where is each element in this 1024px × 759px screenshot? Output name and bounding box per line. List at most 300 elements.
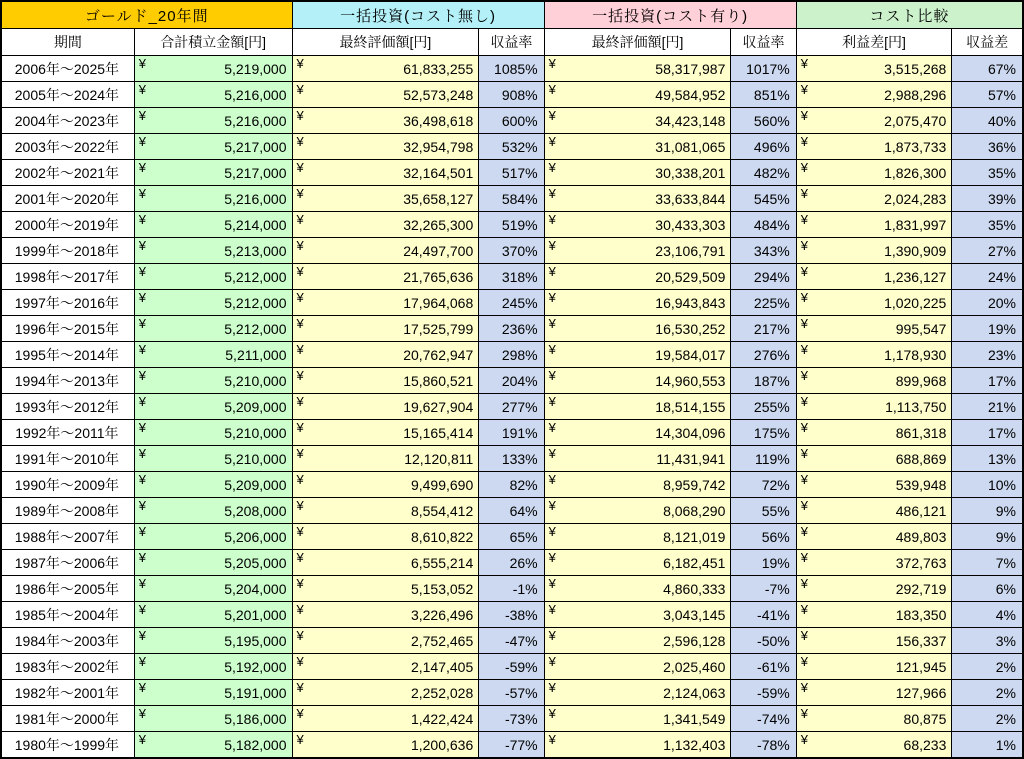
cell-final-value-no-cost bbox=[292, 186, 479, 212]
cell-return-rate-with-cost: -59% bbox=[731, 680, 796, 706]
cell-total-contribution-value: 5,210,000 bbox=[224, 372, 287, 389]
cell-total-contribution bbox=[134, 420, 292, 446]
cell-return-difference: 20% bbox=[952, 290, 1023, 316]
yen-symbol: ¥ bbox=[548, 498, 556, 513]
cell-final-value-no-cost bbox=[292, 550, 479, 576]
cell-final-value-with-cost bbox=[544, 264, 731, 290]
cell-period: 1991年〜2010年 bbox=[2, 446, 135, 472]
yen-symbol: ¥ bbox=[138, 212, 147, 227]
table-row bbox=[2, 212, 1023, 238]
cell-return-rate-with-cost: 484% bbox=[731, 212, 796, 238]
cell-total-contribution-value: 5,212,000 bbox=[224, 294, 287, 311]
yen-symbol: ¥ bbox=[800, 706, 808, 721]
cell-final-value-no-cost-value: 19,627,904 bbox=[403, 398, 474, 415]
cell-final-value-with-cost bbox=[544, 108, 731, 134]
column-header-return-rate-no-cost: 収益率 bbox=[479, 29, 544, 56]
cell-profit-difference bbox=[796, 238, 952, 264]
cell-profit-difference-value: 1,873,733 bbox=[884, 138, 947, 155]
cell-total-contribution-value: 5,214,000 bbox=[224, 216, 287, 233]
yen-symbol: ¥ bbox=[548, 368, 556, 383]
cell-final-value-with-cost-value: 4,860,333 bbox=[663, 580, 726, 597]
yen-symbol: ¥ bbox=[138, 290, 147, 305]
cell-return-rate-no-cost: 532% bbox=[479, 134, 544, 160]
cell-total-contribution-value: 5,209,000 bbox=[224, 398, 287, 415]
cell-profit-difference-value: 3,515,268 bbox=[884, 60, 947, 77]
cell-total-contribution bbox=[134, 446, 292, 472]
cell-profit-difference bbox=[796, 264, 952, 290]
cell-return-difference: 7% bbox=[952, 550, 1023, 576]
cell-total-contribution bbox=[134, 264, 292, 290]
cell-return-difference: 24% bbox=[952, 264, 1023, 290]
cell-profit-difference-value: 995,547 bbox=[895, 320, 947, 337]
cell-final-value-no-cost-value: 6,555,214 bbox=[410, 554, 474, 571]
yen-symbol: ¥ bbox=[296, 654, 304, 669]
cell-final-value-no-cost bbox=[292, 680, 479, 706]
cell-total-contribution-value: 5,216,000 bbox=[224, 112, 287, 129]
cell-total-contribution-value: 5,212,000 bbox=[224, 320, 287, 337]
cell-profit-difference bbox=[796, 56, 952, 82]
cell-total-contribution-value: 5,209,000 bbox=[224, 476, 287, 493]
column-header-total-contribution: 合計積立金額[円] bbox=[134, 29, 292, 56]
cell-return-difference: 35% bbox=[952, 160, 1023, 186]
yen-symbol: ¥ bbox=[138, 342, 147, 357]
cell-return-difference: 2% bbox=[952, 680, 1023, 706]
yen-symbol: ¥ bbox=[800, 108, 808, 123]
yen-symbol: ¥ bbox=[800, 654, 808, 669]
cell-profit-difference bbox=[796, 160, 952, 186]
cell-return-rate-no-cost: 908% bbox=[479, 82, 544, 108]
yen-symbol: ¥ bbox=[296, 134, 304, 149]
yen-symbol: ¥ bbox=[296, 394, 304, 409]
yen-symbol: ¥ bbox=[548, 576, 556, 591]
cell-return-difference: 57% bbox=[952, 82, 1023, 108]
cell-return-rate-with-cost: 294% bbox=[731, 264, 796, 290]
cell-return-rate-no-cost: 65% bbox=[479, 524, 544, 550]
yen-symbol: ¥ bbox=[138, 420, 147, 435]
table-row bbox=[2, 108, 1023, 134]
table-row bbox=[2, 160, 1023, 186]
yen-symbol: ¥ bbox=[138, 186, 147, 201]
cell-total-contribution bbox=[134, 654, 292, 680]
cell-total-contribution-value: 5,192,000 bbox=[224, 658, 287, 675]
cell-final-value-with-cost-value: 14,304,096 bbox=[655, 424, 726, 441]
cell-final-value-with-cost bbox=[544, 394, 731, 420]
yen-symbol: ¥ bbox=[800, 368, 808, 383]
cell-period: 1997年〜2016年 bbox=[2, 290, 135, 316]
cell-final-value-with-cost bbox=[544, 290, 731, 316]
table-row bbox=[2, 290, 1023, 316]
cell-final-value-no-cost bbox=[292, 706, 479, 732]
yen-symbol: ¥ bbox=[548, 420, 556, 435]
cell-return-rate-with-cost: 217% bbox=[731, 316, 796, 342]
cell-final-value-no-cost-value: 15,860,521 bbox=[403, 372, 474, 389]
cell-return-rate-with-cost: -61% bbox=[731, 654, 796, 680]
table-row bbox=[2, 498, 1023, 524]
cell-period: 2006年〜2025年 bbox=[2, 56, 135, 82]
cell-return-rate-no-cost: -59% bbox=[479, 654, 544, 680]
cell-final-value-with-cost-value: 20,529,509 bbox=[655, 268, 726, 285]
cell-final-value-no-cost-value: 2,752,465 bbox=[410, 632, 474, 649]
cell-return-difference: 17% bbox=[952, 368, 1023, 394]
cell-return-rate-no-cost: 600% bbox=[479, 108, 544, 134]
cell-profit-difference bbox=[796, 368, 952, 394]
cell-return-difference: 1% bbox=[952, 732, 1023, 758]
cell-return-difference: 27% bbox=[952, 238, 1023, 264]
cell-profit-difference bbox=[796, 550, 952, 576]
cell-final-value-no-cost-value: 32,954,798 bbox=[403, 138, 474, 155]
table-row bbox=[2, 82, 1023, 108]
yen-symbol: ¥ bbox=[800, 394, 808, 409]
cell-final-value-no-cost bbox=[292, 628, 479, 654]
cell-final-value-with-cost-value: 58,317,987 bbox=[655, 60, 726, 77]
cell-profit-difference bbox=[796, 108, 952, 134]
yen-symbol: ¥ bbox=[800, 628, 808, 643]
cell-final-value-with-cost-value: 30,433,303 bbox=[655, 216, 726, 233]
cell-profit-difference-value: 1,390,909 bbox=[884, 242, 947, 259]
table-row bbox=[2, 316, 1023, 342]
cell-final-value-with-cost-value: 18,514,155 bbox=[655, 398, 726, 415]
cell-return-difference: 3% bbox=[952, 628, 1023, 654]
cell-final-value-with-cost bbox=[544, 212, 731, 238]
cell-final-value-with-cost-value: 1,132,403 bbox=[663, 736, 726, 753]
yen-symbol: ¥ bbox=[138, 576, 147, 591]
cell-return-difference: 39% bbox=[952, 186, 1023, 212]
table-row bbox=[2, 576, 1023, 602]
yen-symbol: ¥ bbox=[800, 576, 808, 591]
cell-profit-difference-value: 1,831,997 bbox=[884, 216, 947, 233]
cell-profit-difference-value: 127,966 bbox=[895, 684, 947, 701]
cell-final-value-no-cost-value: 9,499,690 bbox=[410, 476, 474, 493]
cell-total-contribution bbox=[134, 394, 292, 420]
cell-final-value-no-cost-value: 24,497,700 bbox=[403, 242, 474, 259]
cell-final-value-with-cost bbox=[544, 316, 731, 342]
cell-return-rate-with-cost: -78% bbox=[731, 732, 796, 758]
cell-return-rate-with-cost: 1017% bbox=[731, 56, 796, 82]
table-row bbox=[2, 472, 1023, 498]
cell-period: 2000年〜2019年 bbox=[2, 212, 135, 238]
cell-return-rate-with-cost: 482% bbox=[731, 160, 796, 186]
yen-symbol: ¥ bbox=[296, 732, 304, 747]
cell-return-rate-no-cost: 64% bbox=[479, 498, 544, 524]
yen-symbol: ¥ bbox=[800, 82, 808, 97]
yen-symbol: ¥ bbox=[548, 446, 556, 461]
cell-return-rate-no-cost: 1085% bbox=[479, 56, 544, 82]
cell-final-value-with-cost bbox=[544, 134, 731, 160]
group-header-gold: ゴールド_20年間 bbox=[2, 2, 293, 29]
yen-symbol: ¥ bbox=[800, 472, 808, 487]
yen-symbol: ¥ bbox=[296, 160, 304, 175]
cell-final-value-with-cost-value: 33,633,844 bbox=[655, 190, 726, 207]
cell-period: 1983年〜2002年 bbox=[2, 654, 135, 680]
yen-symbol: ¥ bbox=[138, 498, 147, 513]
yen-symbol: ¥ bbox=[548, 654, 556, 669]
cell-final-value-no-cost-value: 15,165,414 bbox=[403, 424, 474, 441]
cell-period: 1995年〜2014年 bbox=[2, 342, 135, 368]
cell-return-rate-with-cost: 187% bbox=[731, 368, 796, 394]
cell-profit-difference bbox=[796, 654, 952, 680]
cell-final-value-no-cost bbox=[292, 732, 479, 758]
cell-profit-difference-value: 372,763 bbox=[895, 554, 947, 571]
yen-symbol: ¥ bbox=[548, 134, 556, 149]
yen-symbol: ¥ bbox=[296, 420, 304, 435]
cell-return-difference: 2% bbox=[952, 654, 1023, 680]
cell-return-rate-no-cost: -38% bbox=[479, 602, 544, 628]
cell-profit-difference bbox=[796, 446, 952, 472]
cell-return-difference: 6% bbox=[952, 576, 1023, 602]
yen-symbol: ¥ bbox=[548, 82, 556, 97]
cell-return-difference: 35% bbox=[952, 212, 1023, 238]
cell-total-contribution-value: 5,216,000 bbox=[224, 86, 287, 103]
cell-period: 1998年〜2017年 bbox=[2, 264, 135, 290]
cell-final-value-no-cost-value: 2,147,405 bbox=[410, 658, 474, 675]
cell-profit-difference-value: 80,875 bbox=[903, 710, 947, 727]
yen-symbol: ¥ bbox=[296, 342, 304, 357]
cell-final-value-with-cost-value: 16,943,843 bbox=[655, 294, 726, 311]
yen-symbol: ¥ bbox=[138, 602, 147, 617]
yen-symbol: ¥ bbox=[138, 316, 147, 331]
yen-symbol: ¥ bbox=[296, 108, 304, 123]
yen-symbol: ¥ bbox=[548, 290, 556, 305]
yen-symbol: ¥ bbox=[296, 498, 304, 513]
cell-profit-difference bbox=[796, 524, 952, 550]
yen-symbol: ¥ bbox=[548, 108, 556, 123]
cell-final-value-with-cost bbox=[544, 238, 731, 264]
cell-profit-difference-value: 486,121 bbox=[895, 502, 947, 519]
cell-profit-difference bbox=[796, 212, 952, 238]
cell-return-rate-with-cost: 851% bbox=[731, 82, 796, 108]
yen-symbol: ¥ bbox=[800, 420, 808, 435]
yen-symbol: ¥ bbox=[548, 628, 556, 643]
cell-total-contribution bbox=[134, 550, 292, 576]
cell-total-contribution bbox=[134, 82, 292, 108]
cell-total-contribution-value: 5,212,000 bbox=[224, 268, 287, 285]
cell-profit-difference bbox=[796, 576, 952, 602]
column-header-return-difference: 収益差 bbox=[952, 29, 1023, 56]
yen-symbol: ¥ bbox=[296, 186, 304, 201]
cell-return-rate-no-cost: 191% bbox=[479, 420, 544, 446]
cell-final-value-no-cost bbox=[292, 290, 479, 316]
cell-return-difference: 9% bbox=[952, 524, 1023, 550]
yen-symbol: ¥ bbox=[138, 628, 147, 643]
group-header-lump-sum-with-cost: 一括投資(コスト有り) bbox=[544, 2, 796, 29]
yen-symbol: ¥ bbox=[296, 264, 304, 279]
cell-final-value-with-cost bbox=[544, 82, 731, 108]
table-row bbox=[2, 342, 1023, 368]
yen-symbol: ¥ bbox=[138, 550, 147, 565]
cell-profit-difference-value: 1,826,300 bbox=[884, 164, 947, 181]
cell-final-value-no-cost bbox=[292, 264, 479, 290]
cell-final-value-with-cost bbox=[544, 654, 731, 680]
cell-profit-difference bbox=[796, 342, 952, 368]
yen-symbol: ¥ bbox=[296, 550, 304, 565]
yen-symbol: ¥ bbox=[800, 524, 808, 539]
cell-return-rate-no-cost: 245% bbox=[479, 290, 544, 316]
cell-final-value-no-cost bbox=[292, 654, 479, 680]
cell-profit-difference bbox=[796, 82, 952, 108]
cell-total-contribution bbox=[134, 576, 292, 602]
yen-symbol: ¥ bbox=[138, 82, 147, 97]
table-row bbox=[2, 628, 1023, 654]
cell-final-value-no-cost-value: 5,153,052 bbox=[410, 580, 474, 597]
cell-final-value-no-cost bbox=[292, 446, 479, 472]
yen-symbol: ¥ bbox=[548, 524, 556, 539]
cell-profit-difference-value: 688,869 bbox=[895, 450, 947, 467]
cell-final-value-with-cost-value: 6,182,451 bbox=[663, 554, 726, 571]
yen-symbol: ¥ bbox=[800, 316, 808, 331]
cell-return-rate-no-cost: 584% bbox=[479, 186, 544, 212]
cell-total-contribution-value: 5,204,000 bbox=[224, 580, 287, 597]
cell-final-value-no-cost bbox=[292, 576, 479, 602]
cell-period: 2003年〜2022年 bbox=[2, 134, 135, 160]
cell-period: 2002年〜2021年 bbox=[2, 160, 135, 186]
cell-profit-difference-value: 489,803 bbox=[895, 528, 947, 545]
cell-final-value-with-cost-value: 8,959,742 bbox=[663, 476, 726, 493]
cell-final-value-with-cost-value: 14,960,553 bbox=[655, 372, 726, 389]
yen-symbol: ¥ bbox=[296, 82, 304, 97]
cell-return-rate-no-cost: 133% bbox=[479, 446, 544, 472]
cell-final-value-no-cost bbox=[292, 602, 479, 628]
cell-final-value-with-cost bbox=[544, 420, 731, 446]
cell-final-value-with-cost bbox=[544, 680, 731, 706]
yen-symbol: ¥ bbox=[548, 602, 556, 617]
cell-period: 2001年〜2020年 bbox=[2, 186, 135, 212]
cell-return-rate-no-cost: 236% bbox=[479, 316, 544, 342]
table-row bbox=[2, 394, 1023, 420]
yen-symbol: ¥ bbox=[548, 212, 556, 227]
cell-final-value-no-cost bbox=[292, 238, 479, 264]
cell-profit-difference-value: 156,337 bbox=[895, 632, 947, 649]
table-row bbox=[2, 238, 1023, 264]
cell-final-value-with-cost bbox=[544, 186, 731, 212]
cell-final-value-with-cost bbox=[544, 732, 731, 758]
cell-period: 1986年〜2005年 bbox=[2, 576, 135, 602]
cell-period: 2004年〜2023年 bbox=[2, 108, 135, 134]
cell-profit-difference-value: 68,233 bbox=[903, 736, 947, 753]
cell-period: 1989年〜2008年 bbox=[2, 498, 135, 524]
cell-total-contribution-value: 5,210,000 bbox=[224, 424, 287, 441]
cell-final-value-with-cost-value: 23,106,791 bbox=[655, 242, 726, 259]
yen-symbol: ¥ bbox=[296, 472, 304, 487]
yen-symbol: ¥ bbox=[138, 368, 147, 383]
cell-return-difference: 36% bbox=[952, 134, 1023, 160]
cell-total-contribution-value: 5,213,000 bbox=[224, 242, 287, 259]
cell-return-rate-with-cost: 343% bbox=[731, 238, 796, 264]
yen-symbol: ¥ bbox=[138, 472, 147, 487]
yen-symbol: ¥ bbox=[296, 368, 304, 383]
yen-symbol: ¥ bbox=[138, 238, 147, 253]
cell-profit-difference-value: 1,020,225 bbox=[884, 294, 947, 311]
group-header-row bbox=[2, 2, 1023, 29]
cell-final-value-no-cost bbox=[292, 524, 479, 550]
cell-return-rate-with-cost: -7% bbox=[731, 576, 796, 602]
cell-final-value-with-cost bbox=[544, 550, 731, 576]
table-row bbox=[2, 420, 1023, 446]
yen-symbol: ¥ bbox=[548, 342, 556, 357]
cell-return-rate-no-cost: 26% bbox=[479, 550, 544, 576]
cell-final-value-with-cost-value: 49,584,952 bbox=[655, 86, 726, 103]
cell-final-value-no-cost bbox=[292, 108, 479, 134]
yen-symbol: ¥ bbox=[548, 680, 556, 695]
cell-return-rate-no-cost: 370% bbox=[479, 238, 544, 264]
cell-final-value-no-cost-value: 32,164,501 bbox=[403, 164, 474, 181]
yen-symbol: ¥ bbox=[296, 238, 304, 253]
yen-symbol: ¥ bbox=[296, 290, 304, 305]
cell-period: 1981年〜2000年 bbox=[2, 706, 135, 732]
cell-return-rate-no-cost: 277% bbox=[479, 394, 544, 420]
cell-final-value-with-cost bbox=[544, 368, 731, 394]
cell-final-value-no-cost-value: 8,610,822 bbox=[410, 528, 474, 545]
cell-total-contribution bbox=[134, 134, 292, 160]
cell-return-rate-no-cost: 519% bbox=[479, 212, 544, 238]
yen-symbol: ¥ bbox=[296, 212, 304, 227]
cell-return-difference: 4% bbox=[952, 602, 1023, 628]
yen-symbol: ¥ bbox=[800, 342, 808, 357]
cell-final-value-no-cost bbox=[292, 134, 479, 160]
cell-return-difference: 10% bbox=[952, 472, 1023, 498]
table-body bbox=[2, 56, 1023, 758]
yen-symbol: ¥ bbox=[296, 680, 304, 695]
cell-total-contribution bbox=[134, 290, 292, 316]
yen-symbol: ¥ bbox=[548, 186, 556, 201]
cell-return-difference: 23% bbox=[952, 342, 1023, 368]
cell-final-value-no-cost-value: 20,762,947 bbox=[403, 346, 474, 363]
cell-total-contribution-value: 5,216,000 bbox=[224, 190, 287, 207]
yen-symbol: ¥ bbox=[138, 134, 147, 149]
cell-profit-difference-value: 292,719 bbox=[895, 580, 947, 597]
returns-comparison-table bbox=[1, 1, 1023, 758]
cell-total-contribution bbox=[134, 238, 292, 264]
cell-final-value-with-cost bbox=[544, 56, 731, 82]
cell-final-value-with-cost bbox=[544, 628, 731, 654]
table-row bbox=[2, 134, 1023, 160]
cell-profit-difference bbox=[796, 186, 952, 212]
yen-symbol: ¥ bbox=[138, 706, 147, 721]
cell-period: 2005年〜2024年 bbox=[2, 82, 135, 108]
cell-total-contribution bbox=[134, 56, 292, 82]
cell-return-rate-with-cost: -50% bbox=[731, 628, 796, 654]
cell-total-contribution-value: 5,182,000 bbox=[224, 736, 287, 753]
table-row bbox=[2, 446, 1023, 472]
cell-period: 1982年〜2001年 bbox=[2, 680, 135, 706]
yen-symbol: ¥ bbox=[548, 316, 556, 331]
cell-profit-difference-value: 1,236,127 bbox=[884, 268, 947, 285]
cell-total-contribution bbox=[134, 628, 292, 654]
cell-final-value-with-cost bbox=[544, 706, 731, 732]
cell-return-rate-with-cost: 225% bbox=[731, 290, 796, 316]
cell-final-value-no-cost bbox=[292, 316, 479, 342]
cell-period: 1980年〜1999年 bbox=[2, 732, 135, 758]
cell-profit-difference-value: 2,024,283 bbox=[884, 190, 947, 207]
yen-symbol: ¥ bbox=[296, 706, 304, 721]
cell-final-value-no-cost-value: 61,833,255 bbox=[403, 60, 474, 77]
cell-period: 1984年〜2003年 bbox=[2, 628, 135, 654]
cell-return-rate-with-cost: 55% bbox=[731, 498, 796, 524]
cell-final-value-with-cost-value: 34,423,148 bbox=[655, 112, 726, 129]
yen-symbol: ¥ bbox=[296, 576, 304, 591]
cell-total-contribution bbox=[134, 316, 292, 342]
group-header-cost-comparison: コスト比較 bbox=[796, 2, 1022, 29]
cell-total-contribution-value: 5,208,000 bbox=[224, 502, 287, 519]
cell-return-rate-with-cost: 19% bbox=[731, 550, 796, 576]
cell-profit-difference bbox=[796, 732, 952, 758]
cell-profit-difference bbox=[796, 680, 952, 706]
cell-return-rate-with-cost: 560% bbox=[731, 108, 796, 134]
cell-profit-difference bbox=[796, 498, 952, 524]
cell-profit-difference bbox=[796, 420, 952, 446]
cell-period: 1999年〜2018年 bbox=[2, 238, 135, 264]
cell-final-value-with-cost-value: 8,121,019 bbox=[663, 528, 726, 545]
cell-final-value-with-cost-value: 31,081,065 bbox=[655, 138, 726, 155]
